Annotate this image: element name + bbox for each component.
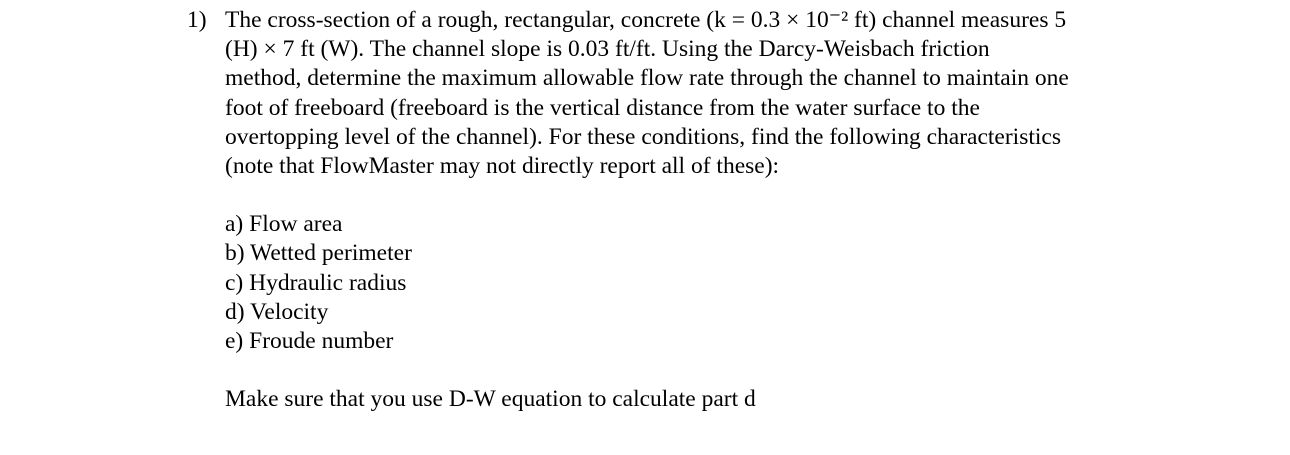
part-a-flow-area: a) Flow area bbox=[225, 211, 343, 238]
part-c-hydraulic-radius: c) Hydraulic radius bbox=[225, 269, 407, 296]
problem-number: 1) bbox=[187, 7, 207, 33]
problem-body bbox=[225, 6, 1147, 414]
statement-line: foot of freeboard (freeboard is the vertical distance from the water surface to the bbox=[225, 94, 980, 121]
statement-line: overtopping level of the channel). For these conditions, find the following characteristics bbox=[225, 123, 1061, 150]
instruction-note: Make sure that you use D-W equation to calculate part d bbox=[225, 386, 756, 413]
statement-line: The cross-section of a rough, rectangular, concrete (k = 0.3 × 10⁻² ft) channel measures 5 bbox=[225, 7, 1067, 33]
part-d-velocity: d) Velocity bbox=[225, 298, 329, 325]
statement-line: (note that FlowMaster may not directly report all of these): bbox=[225, 153, 780, 180]
part-e-froude-number: e) Froude number bbox=[225, 328, 394, 355]
part-b-wetted-perimeter: b) Wetted perimeter bbox=[225, 240, 412, 267]
statement-line: (H) × 7 ft (W). The channel slope is 0.03 ft/ft. Using the Darcy-Weisbach friction bbox=[225, 36, 990, 63]
parts-list bbox=[225, 210, 1147, 356]
statement-line: method, determine the maximum allowable flow rate through the channel to maintain one bbox=[225, 65, 1069, 92]
problem-statement bbox=[225, 6, 1147, 181]
